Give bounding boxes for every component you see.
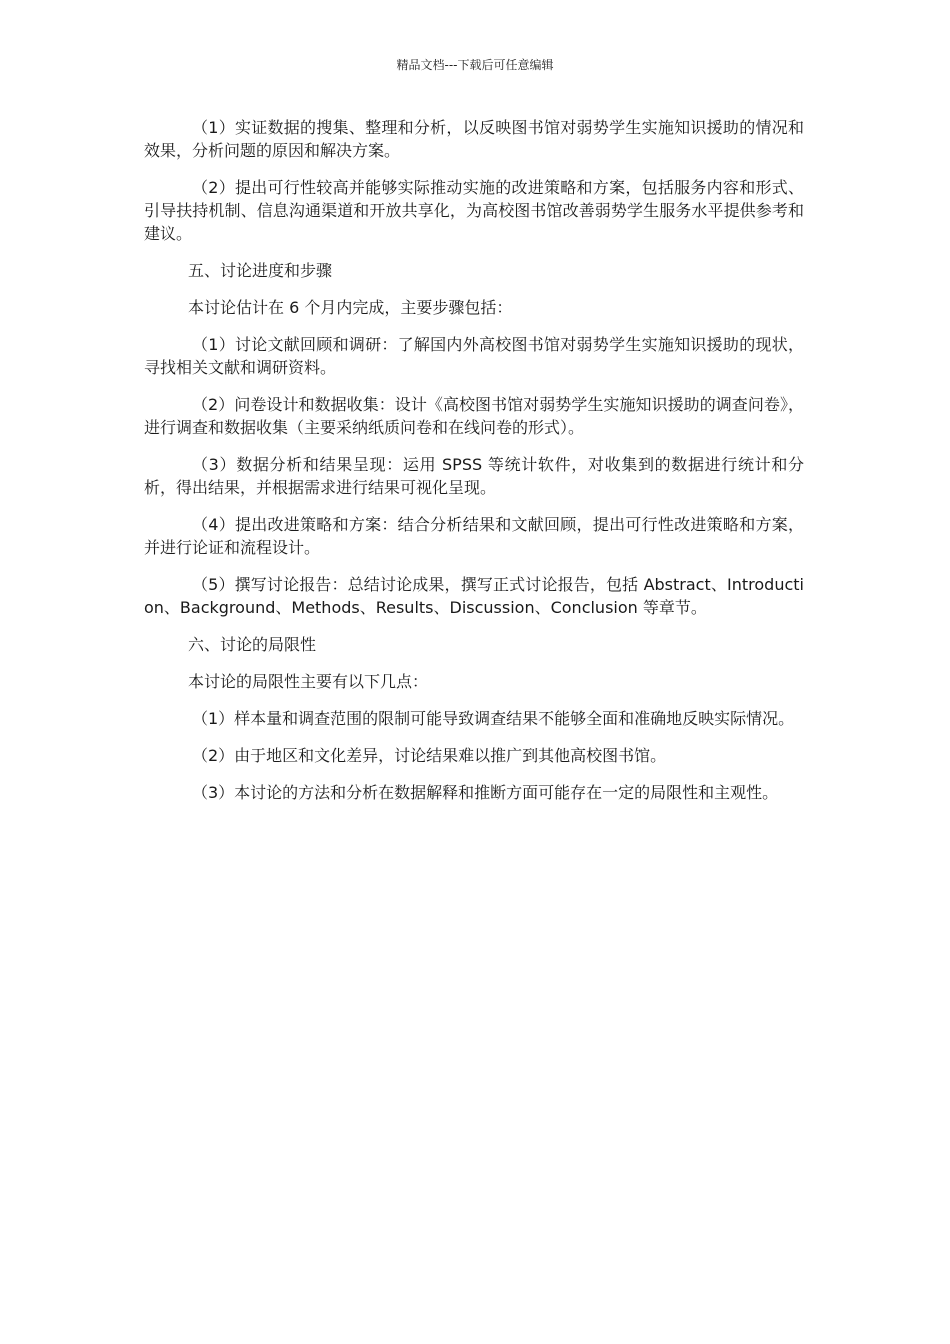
- page-header: 精品文档---下载后可任意编辑: [396, 58, 554, 72]
- paragraph-list-item: （3）数据分析和结果呈现：运用 SPSS 等统计软件，对收集到的数据进行统计和分析，得出结果，并根据需求进行结果可视化呈现。: [144, 455, 804, 497]
- paragraph-list-item: （5）撰写讨论报告：总结讨论成果，撰写正式讨论报告，包括 Abstract、Introduction、Background、Methods、Results、Discussion、Conclusion 等章节。: [144, 575, 804, 617]
- paragraph-list-item: （1）实证数据的搜集、整理和分析，以反映图书馆对弱势学生实施知识援助的情况和效果，分析问题的原因和解决方案。: [144, 118, 804, 160]
- paragraph-list-item: （1）讨论文献回顾和调研：了解国内外高校图书馆对弱势学生实施知识援助的现状，寻找相关文献和调研资料。: [144, 335, 804, 377]
- section-heading: 六、讨论的局限性: [188, 635, 317, 654]
- section-heading: 五、讨论进度和步骤: [188, 261, 333, 280]
- paragraph-list-item: （1）样本量和调查范围的限制可能导致调查结果不能够全面和准确地反映实际情况。: [192, 709, 795, 728]
- paragraph: 本讨论的局限性主要有以下几点：: [188, 672, 429, 691]
- paragraph-list-item: （2）问卷设计和数据收集：设计《高校图书馆对弱势学生实施知识援助的调查问卷》，进行调查和数据收集（主要采纳纸质问卷和在线问卷的形式）。: [144, 395, 804, 437]
- paragraph-list-item: （2）提出可行性较高并能够实际推动实施的改进策略和方案，包括服务内容和形式、引导扶持机制、信息沟通渠道和开放共享化，为高校图书馆改善弱势学生服务水平提供参考和建议。: [144, 178, 804, 243]
- paragraph-list-item: （3）本讨论的方法和分析在数据解释和推断方面可能存在一定的局限性和主观性。: [192, 783, 779, 802]
- paragraph: 本讨论估计在 6 个月内完成，主要步骤包括：: [188, 298, 513, 317]
- paragraph-list-item: （4）提出改进策略和方案：结合分析结果和文献回顾，提出可行性改进策略和方案，并进行论证和流程设计。: [144, 515, 804, 557]
- document-body: [144, 116, 804, 818]
- paragraph-list-item: （2）由于地区和文化差异，讨论结果难以推广到其他高校图书馆。: [192, 746, 667, 765]
